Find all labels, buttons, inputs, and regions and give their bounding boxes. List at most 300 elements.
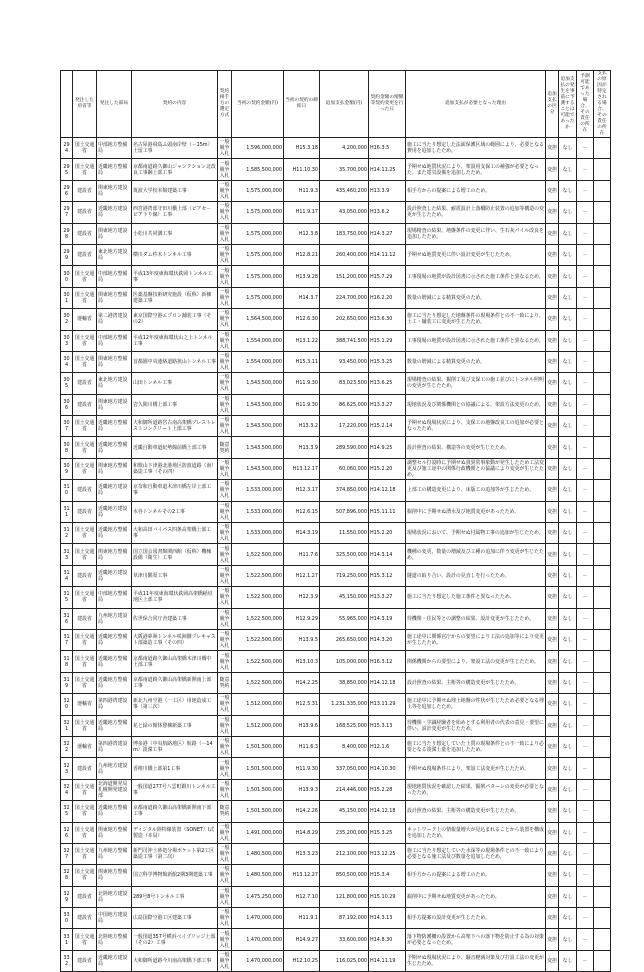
responsibility-cell: － xyxy=(577,822,594,843)
additional-amount-cell: 435,460,200 xyxy=(320,180,369,201)
category-cell: 変担 xyxy=(546,373,559,394)
predictability-header: 追加支払の発生を事前に予測することは可能であったか xyxy=(559,71,577,138)
contract-date-cell: H13.9.5 xyxy=(284,629,320,650)
selection-method-cell: 一般競争入札 xyxy=(218,180,232,201)
row-number: 302 xyxy=(61,309,73,330)
table-row xyxy=(61,779,611,800)
responsibility-cell: － xyxy=(577,908,594,929)
category-cell: 変担 xyxy=(546,437,559,458)
contract-content-cell: 博多港（中央航路地区）航路（－14m）浚渫工事 xyxy=(132,736,218,757)
row-number: 325 xyxy=(61,801,73,822)
additional-amount-cell: 38,850,000 xyxy=(320,672,369,693)
change-date-cell: H15.2.28 xyxy=(369,779,406,800)
table-row xyxy=(61,330,611,351)
row-number: 296 xyxy=(61,180,73,201)
additional-amount-cell: 212,100,000 xyxy=(320,843,369,864)
content-header: 契約の内容 xyxy=(132,71,218,138)
contract-date-cell: H12.1.27 xyxy=(284,565,320,586)
ministry-cell: 建設省 xyxy=(73,565,97,586)
initial-amount-cell: 1,522,500,000 xyxy=(232,672,284,693)
initial-amount-cell: 1,522,500,000 xyxy=(232,608,284,629)
cause-cell xyxy=(594,736,611,757)
change-date-cell: H13.6.25 xyxy=(369,373,406,394)
row-number: 312 xyxy=(61,523,73,544)
bureau-cell: 北海道開発局札幌開発建設部 xyxy=(97,779,132,800)
change-date-cell: H15.3.4 xyxy=(369,865,406,886)
contract-date-cell: H13.12.27 xyxy=(284,865,320,886)
predictability-cell: なし xyxy=(559,180,577,201)
predictability-cell: なし xyxy=(559,202,577,223)
initial-amount-cell: 1,585,500,000 xyxy=(232,159,284,180)
cause-cell xyxy=(594,758,611,779)
date-header: 当初の契約の締結日 xyxy=(284,71,320,138)
selection-method-cell: 一般競争入札 xyxy=(218,865,232,886)
initial-amount-cell: 1,501,500,000 xyxy=(232,758,284,779)
predictability-cell: なし xyxy=(559,865,577,886)
category-cell: 変担 xyxy=(546,202,559,223)
reason-cell: 設計照査した結果、耐震設計上落橋防止装置の追加等構造の変更が生じたため。 xyxy=(406,202,546,223)
contract-date-cell: H12.3.9 xyxy=(284,587,320,608)
selection-method-cell: 一般競争入札 xyxy=(218,715,232,736)
initial-amount-cell: 1,501,500,000 xyxy=(232,736,284,757)
reason-cell: 待機関・住民等との調整の結果、設計変更が生じたため。 xyxy=(406,608,546,629)
selection-method-cell: 一般競争入札 xyxy=(218,779,232,800)
cause-cell xyxy=(594,950,611,971)
ministry-cell: 建設省 xyxy=(73,950,97,971)
contract-content-cell: 大和御所道路宮古南高架橋プレストレストコンクリート上部工事 xyxy=(132,416,218,437)
reason-cell: 設計照査の結果、主桁等の構造変更が生じたため。 xyxy=(406,801,546,822)
change-date-cell: H14.12.18 xyxy=(369,480,406,501)
predictability-cell: なし xyxy=(559,608,577,629)
change-date-cell: H13.11.29 xyxy=(369,694,406,715)
ministry-cell: 国土交通省 xyxy=(73,672,97,693)
cause-cell xyxy=(594,437,611,458)
ministry-cell: 建設省 xyxy=(73,223,97,244)
change-date-cell: H14.11.25 xyxy=(369,159,406,180)
table-row xyxy=(61,244,611,265)
reason-cell: 相手方からの提案による増工のため。 xyxy=(406,865,546,886)
responsibility-cell: － xyxy=(577,843,594,864)
contract-date-cell: H11.9.17 xyxy=(284,202,320,223)
table-body xyxy=(61,138,611,972)
category-cell: 変担 xyxy=(546,694,559,715)
row-number: 331 xyxy=(61,929,73,950)
ministry-cell: 建設省 xyxy=(73,608,97,629)
ministry-cell: 運輸省 xyxy=(73,736,97,757)
row-number: 311 xyxy=(61,501,73,522)
contract-date-cell: H13.3.2 xyxy=(284,416,320,437)
cause-cell xyxy=(594,822,611,843)
change-date-header: 契約金額の増額等契約変更を行った日 xyxy=(369,71,406,138)
category-cell: 変担 xyxy=(546,416,559,437)
additional-amount-cell: 151,200,000 xyxy=(320,266,369,287)
additional-amount-cell: 105,000,000 xyxy=(320,651,369,672)
change-date-cell: H15.7.29 xyxy=(369,266,406,287)
predictability-cell: なし xyxy=(559,843,577,864)
ministry-header: 発注した府省等 xyxy=(73,71,97,138)
initial-amount-cell: 1,480,500,000 xyxy=(232,865,284,886)
additional-amount-cell: 45,150,000 xyxy=(320,801,369,822)
initial-amount-cell: 1,575,000,000 xyxy=(232,287,284,308)
ministry-cell: 国土交通省 xyxy=(73,416,97,437)
cause-cell xyxy=(594,801,611,822)
reason-cell: 設計照査の結果、構造等の変更が生じたため。 xyxy=(406,437,546,458)
category-cell: 変担 xyxy=(546,779,559,800)
additional-amount-cell: 1,231,335,000 xyxy=(320,694,369,715)
row-number: 329 xyxy=(61,886,73,907)
initial-amount-cell: 1,575,000,000 xyxy=(232,180,284,201)
contract-date-cell: H14.8.29 xyxy=(284,822,320,843)
row-number: 308 xyxy=(61,437,73,458)
ministry-cell: 国土交通省 xyxy=(73,458,97,479)
cause-cell xyxy=(594,715,611,736)
category-cell: 変担 xyxy=(546,929,559,950)
contract-date-cell: H13.9.6 xyxy=(284,715,320,736)
row-number: 322 xyxy=(61,736,73,757)
contract-content-cell: 国立国会図書館関西館（仮称）機械設備（衛生）工事 xyxy=(132,544,218,565)
contract-date-cell: H12.3.8 xyxy=(284,223,320,244)
responsibility-cell: － xyxy=(577,138,594,159)
predictability-cell: なし xyxy=(559,330,577,351)
contract-content-cell: 大和御所道路今川南高架橋下部工事 xyxy=(132,950,218,971)
predictability-cell: なし xyxy=(559,886,577,907)
category-cell: 変担 xyxy=(546,287,559,308)
reason-cell: 施工に当たり想定した施工条件と異なったため。 xyxy=(406,587,546,608)
change-date-cell: H14.9.25 xyxy=(369,437,406,458)
selection-method-cell: 一般競争入札 xyxy=(218,287,232,308)
category-cell: 変担 xyxy=(546,223,559,244)
contract-content-cell: 大和高田バイパス四条高架橋上部工事 xyxy=(132,523,218,544)
selection-method-cell: 一般競争入札 xyxy=(218,608,232,629)
row-number: 307 xyxy=(61,416,73,437)
initial-amount-cell: 1,543,500,000 xyxy=(232,394,284,415)
ministry-cell: 国土交通省 xyxy=(73,544,97,565)
reason-cell: 施工に当たり想定していた水深等の現場条件との不一致により必要となる施工法及び数量を追加したため。 xyxy=(406,843,546,864)
row-number: 313 xyxy=(61,544,73,565)
bureau-header: 発注した部局 xyxy=(97,71,132,138)
row-number: 319 xyxy=(61,672,73,693)
contract-content-cell: 京奈和自動車道木津川橋左岸上部工事 xyxy=(132,480,218,501)
category-cell: 変担 xyxy=(546,330,559,351)
reason-cell: 予期せぬ現場状況により、支保工の地盤改良工の追加が必要となったため。 xyxy=(406,416,546,437)
responsibility-cell: － xyxy=(577,779,594,800)
additional-amount-cell: 93,450,000 xyxy=(320,351,369,372)
bureau-cell: 中部地方整備局 xyxy=(97,587,132,608)
selection-method-cell: 一般競争入札 xyxy=(218,587,232,608)
contract-date-cell: H14.3.7 xyxy=(284,287,320,308)
table-row xyxy=(61,501,611,522)
change-date-cell: H16.3.5 xyxy=(369,138,406,159)
initial-amount-cell: 1,575,000,000 xyxy=(232,266,284,287)
predictability-cell: なし xyxy=(559,437,577,458)
contract-content-cell: 筑波大学校本館建築工事 xyxy=(132,180,218,201)
initial-amount-cell: 1,554,000,000 xyxy=(232,330,284,351)
reason-cell: 落下物防護柵の設置から高架下への落下物を防止する為の対策が必要となったため。 xyxy=(406,929,546,950)
bureau-cell: 近畿地方整備局 xyxy=(97,629,132,650)
responsibility-cell: － xyxy=(577,458,594,479)
table-row xyxy=(61,480,611,501)
initial-amount-cell: 1,575,000,000 xyxy=(232,202,284,223)
initial-amount-cell: 1,522,500,000 xyxy=(232,544,284,565)
bureau-cell: 近畿地方建設局 xyxy=(97,480,132,501)
reason-cell: 調整セル打設時に予期せぬ貫異常事象動が発生したため工法変更及び施工途中の関係行政機関との協議により変更が生じたため。 xyxy=(407,460,544,479)
category-cell: 変担 xyxy=(546,138,559,159)
row-number: 309 xyxy=(61,458,73,479)
bureau-cell: 近畿地方整備局 xyxy=(97,672,132,693)
cause-cell xyxy=(594,886,611,907)
cause-cell xyxy=(594,587,611,608)
reason-cell: 現場精査の結果、掘削工及び支保工の施工並びにトンネル照明の変更が生じたため。 xyxy=(406,373,546,394)
predictability-cell: なし xyxy=(559,416,577,437)
ministry-cell: 国土交通省 xyxy=(73,822,97,843)
contract-date-cell: H11.9.3 xyxy=(284,180,320,201)
contract-content-cell: 山田トンネル工事 xyxy=(132,373,218,394)
responsibility-cell: － xyxy=(577,801,594,822)
row-number: 297 xyxy=(61,202,73,223)
bureau-cell: 北陸地方建設局 xyxy=(97,886,132,907)
contract-content-cell: 大阪港夢洲トンネル咲洲側プレキャスト部築造工事（その四） xyxy=(132,629,218,650)
contract-date-cell: H12.8.21 xyxy=(284,244,320,265)
initial-amount-cell: 1,522,500,000 xyxy=(232,651,284,672)
table-row xyxy=(61,351,611,372)
cause-cell xyxy=(594,929,611,950)
selection-method-cell: 一般競争入札 xyxy=(218,309,232,330)
responsibility-cell: － xyxy=(577,223,594,244)
reason-cell: 施工に当たり想定した地盤条件の現場条件との不一致により、土工・舗装工に変更が生じたため。 xyxy=(406,309,546,330)
change-date-cell: H13.3.27 xyxy=(369,394,406,415)
contract-content-cell: 平成11年度東海環状鉄岡高架橋稲垣地区上部工事 xyxy=(132,587,218,608)
additional-amount-cell: 374,850,000 xyxy=(320,480,369,501)
cause-cell xyxy=(594,501,611,522)
category-cell: 変担 xyxy=(546,865,559,886)
change-date-cell: H13.12.25 xyxy=(369,843,406,864)
reason-cell: 数量の増減による精算変更のため。 xyxy=(406,287,546,308)
responsibility-cell: － xyxy=(577,715,594,736)
row-number: 330 xyxy=(61,908,73,929)
initial-amount-cell: 1,522,500,000 xyxy=(232,629,284,650)
initial-amount-cell: 1,470,000,000 xyxy=(232,908,284,929)
selection-method-cell: 一般競争入札 xyxy=(218,330,232,351)
responsibility-cell: － xyxy=(577,159,594,180)
ministry-cell: 国土交通省 xyxy=(73,330,97,351)
bureau-cell: 中部地方整備局 xyxy=(97,330,132,351)
contract-content-cell: 京都南道路久御山ジャンクション北改良工事鋼上部工事 xyxy=(132,159,218,180)
change-date-cell: H15.11.11 xyxy=(369,501,406,522)
cause-cell xyxy=(594,565,611,586)
table-row xyxy=(61,523,611,544)
selection-method-cell: 一般競争入札 xyxy=(218,501,232,522)
bureau-cell: 九州地方建設局 xyxy=(97,608,132,629)
category-cell: 変担 xyxy=(546,629,559,650)
row-number: 295 xyxy=(61,159,73,180)
reason-cell: 工事現場の地質が設計図書に示された施工条件と異なるため。 xyxy=(406,266,546,287)
ministry-cell: 建設省 xyxy=(73,202,97,223)
initial-amount-cell: 1,533,000,000 xyxy=(232,523,284,544)
responsibility-cell: － xyxy=(577,758,594,779)
reason-cell: 現場状況において、予期せぬ付属物工事の追加が生じたため。 xyxy=(406,523,546,544)
category-cell: 変担 xyxy=(546,886,559,907)
contract-content-cell: 京都南道路久御山高架橋新開南上部工事 xyxy=(132,672,218,693)
category-cell: 変担 xyxy=(546,159,559,180)
initial-amount-cell: 1,543,500,000 xyxy=(232,437,284,458)
predictability-cell: なし xyxy=(559,694,577,715)
cause-cell xyxy=(594,309,611,330)
row-number: 327 xyxy=(61,843,73,864)
bureau-cell: 近畿地方建設局 xyxy=(97,501,132,522)
predictability-cell: なし xyxy=(559,351,577,372)
bureau-cell: 近畿地方整備局 xyxy=(97,801,132,822)
ministry-cell: 国土交通省 xyxy=(73,138,97,159)
bureau-cell: 関東地方建設局 xyxy=(97,180,132,201)
ministry-cell: 建設省 xyxy=(73,480,97,501)
table-row xyxy=(61,202,611,223)
bureau-cell: 九州地方整備局 xyxy=(97,843,132,864)
contract-content-cell: 平成13年度東海環状鉄岡トンネル工事 xyxy=(132,266,218,287)
additional-amount-cell: 719,250,000 xyxy=(320,565,369,586)
reason-cell: 現地状況及び関係機関との協議による、架設方法変更のため。 xyxy=(406,394,546,415)
change-date-cell: H16.2.20 xyxy=(369,287,406,308)
contract-date-cell: H12.5.31 xyxy=(284,694,320,715)
responsibility-cell: － xyxy=(577,629,594,650)
row-number: 303 xyxy=(61,330,73,351)
ministry-cell: 国土交通省 xyxy=(73,929,97,950)
ministry-cell: 国土交通省 xyxy=(73,865,97,886)
reason-cell: 上部工の構造変更により、床版工の追加等が生じたため。 xyxy=(406,480,546,501)
contract-date-cell: H14.9.27 xyxy=(284,929,320,950)
row-number: 332 xyxy=(61,950,73,971)
ministry-cell: 建設省 xyxy=(73,373,97,394)
initial-amount-cell: 1,575,000,000 xyxy=(232,244,284,265)
table-row xyxy=(61,458,611,479)
bureau-cell: 関東地方整備局 xyxy=(97,351,132,372)
change-date-cell: H15.10.29 xyxy=(369,886,406,907)
additional-amount-cell: 11,550,000 xyxy=(320,523,369,544)
category-cell: 変担 xyxy=(546,736,559,757)
change-date-cell: H14.3.27 xyxy=(369,223,406,244)
ministry-cell: 運輸省 xyxy=(73,309,97,330)
reason-cell: 掘削中に予期せぬ湧水及び地質変更があったため。 xyxy=(406,501,546,522)
additional-amount-cell: 325,500,000 xyxy=(320,544,369,565)
cause-cell xyxy=(594,458,611,479)
initial-amount-cell: 1,512,000,000 xyxy=(232,694,284,715)
bureau-cell: 東北地方建設局 xyxy=(97,244,132,265)
selection-method-cell: 一般競争入札 xyxy=(218,929,232,950)
initial-amount-cell: 1,501,500,000 xyxy=(232,779,284,800)
row-number: 310 xyxy=(61,480,73,501)
responsibility-cell: － xyxy=(577,501,594,522)
contract-date-cell: H11.9.30 xyxy=(284,758,320,779)
contract-content-cell: 京都南道路久御山高架橋木津川橋中上部工事 xyxy=(132,651,218,672)
bureau-cell: 第四港湾建設局 xyxy=(97,694,132,715)
category-cell: 変担 xyxy=(546,801,559,822)
initial-amount-cell: 1,522,500,000 xyxy=(232,565,284,586)
predictability-cell: なし xyxy=(559,266,577,287)
amount-header: 当初の契約金額(円) xyxy=(232,71,284,138)
additional-amount-cell: 289,590,000 xyxy=(320,437,369,458)
table-row xyxy=(61,159,611,180)
change-date-cell: H14.11.19 xyxy=(369,950,406,971)
responsibility-cell: － xyxy=(577,544,594,565)
predictability-cell: なし xyxy=(559,544,577,565)
table-row xyxy=(61,629,611,650)
reason-cell: 現場精査の結果、地盤条件の変更に伴い、生石灰パイル改良を追加したため。 xyxy=(406,223,546,244)
contract-date-cell: H11.6.3 xyxy=(284,736,320,757)
initial-amount-cell: 1,501,500,000 xyxy=(232,801,284,822)
ministry-cell: 建設省 xyxy=(73,244,97,265)
cause-cell xyxy=(594,202,611,223)
contract-content-cell: 医薬基盤技術研究施設（仮称）新棟建築工事 xyxy=(132,287,218,308)
category-cell: 変担 xyxy=(546,587,559,608)
table-row xyxy=(61,394,611,415)
contract-content-cell: 西宮港湾部守田川橋上部（ピアセ－ピア下り線）工事 xyxy=(132,202,218,223)
initial-amount-cell: 1,512,000,000 xyxy=(232,715,284,736)
cause-cell xyxy=(594,672,611,693)
predictability-cell: なし xyxy=(559,394,577,415)
additional-amount-cell: 337,050,000 xyxy=(320,758,369,779)
contract-date-cell: H14.3.19 xyxy=(284,523,320,544)
change-date-cell: H14.3.20 xyxy=(369,629,406,650)
responsibility-cell: － xyxy=(577,565,594,586)
additional-amount-cell: 35,700,000 xyxy=(320,159,369,180)
table-row xyxy=(61,138,611,159)
contract-date-cell: H11.10.30 xyxy=(284,159,320,180)
bureau-cell: 近畿地方整備局 xyxy=(97,651,132,672)
selection-method-cell: 一般競争入札 xyxy=(218,629,232,650)
ministry-cell: 国土交通省 xyxy=(73,351,97,372)
ministry-cell: 運輸省 xyxy=(73,694,97,715)
additional-amount-cell: 388,741,500 xyxy=(320,330,369,351)
table-row xyxy=(61,694,611,715)
bureau-cell: 中国地方建設局 xyxy=(97,908,132,929)
table-row xyxy=(61,651,611,672)
responsibility-cell: － xyxy=(577,394,594,415)
selection-method-cell: 一般競争入札 xyxy=(218,694,232,715)
table-row xyxy=(61,950,611,971)
table-row xyxy=(61,865,611,886)
contract-date-cell: H13.9.28 xyxy=(284,266,320,287)
cause-cell xyxy=(594,843,611,864)
category-cell: 変担 xyxy=(546,843,559,864)
contract-date-cell: H14.2.25 xyxy=(284,672,320,693)
row-number: 315 xyxy=(61,587,73,608)
additional-amount-cell: 116,025,000 xyxy=(320,950,369,971)
cause-cell xyxy=(594,351,611,372)
predictability-cell: なし xyxy=(559,651,577,672)
contract-date-cell: H13.9.3 xyxy=(284,779,320,800)
contract-content-cell: ディジタル陸特線装置（SONET）I式製造（本局） xyxy=(132,822,218,843)
row-number: 305 xyxy=(61,373,73,394)
selection-method-cell: 一般競争入札 xyxy=(218,651,232,672)
contract-table xyxy=(60,70,611,972)
additional-amount-cell: 86,625,000 xyxy=(320,394,369,415)
initial-amount-cell: 1,564,500,000 xyxy=(232,309,284,330)
contract-date-cell: H13.3.9 xyxy=(284,437,320,458)
predictability-cell: なし xyxy=(559,501,577,522)
responsibility-cell: － xyxy=(577,266,594,287)
responsibility-cell: － xyxy=(577,373,594,394)
table-row xyxy=(61,843,611,864)
table-row xyxy=(61,801,611,822)
change-date-cell: H15.2.20 xyxy=(369,523,406,544)
predictability-cell: なし xyxy=(559,629,577,650)
contract-content-cell: 香椎川橋上部第1工事 xyxy=(132,758,218,779)
contract-date-cell: H13.10.3 xyxy=(284,651,320,672)
reason-cell: 待機関・学識経験者を始めとする利用者の代表の意見・要望に伴い、設計変更が生じたため。 xyxy=(406,715,546,736)
reason-cell: 工事現場の地質が設計図書に示された施工条件と異なるため。 xyxy=(406,330,546,351)
bureau-cell: 近畿地方整備局 xyxy=(97,523,132,544)
contract-content-cell: 小松川共同溝工事 xyxy=(132,223,218,244)
ministry-cell: 建設省 xyxy=(73,758,97,779)
